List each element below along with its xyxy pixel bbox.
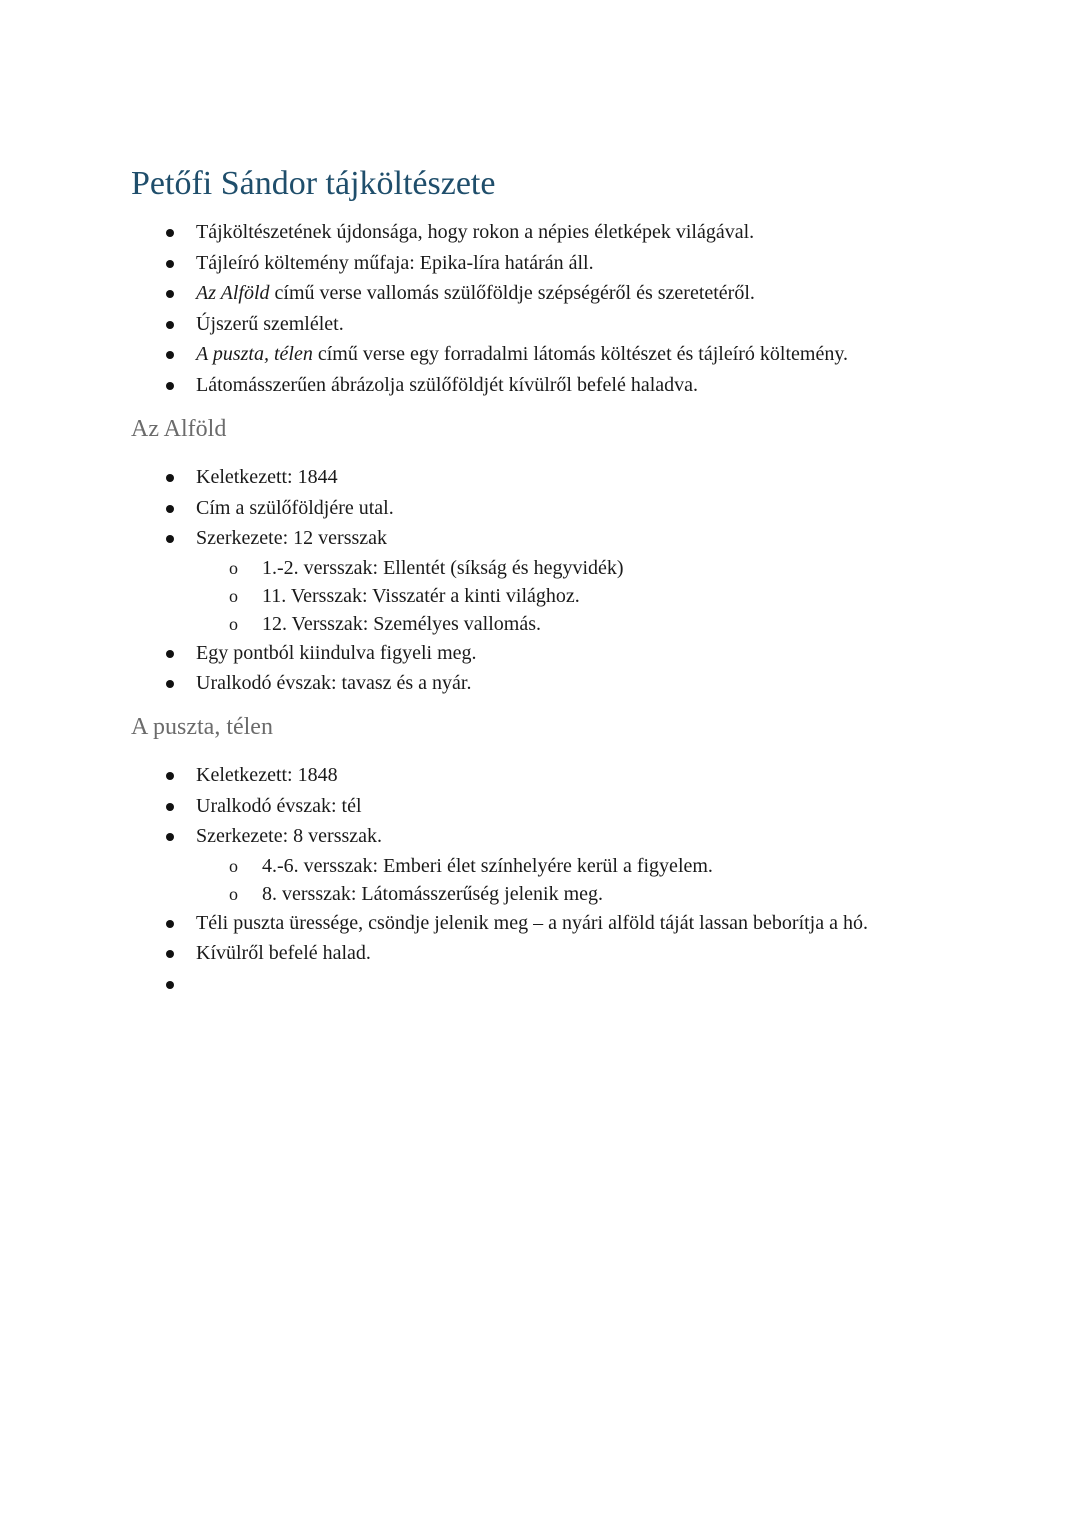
list-item-text: Újszerű szemlélet.: [196, 312, 344, 335]
sub-list-item-text: 4.-6. versszak: Emberi élet színhelyére kerül a figyelem.: [262, 854, 713, 877]
list-item-text: Tájköltészetének újdonsága, hogy rokon a népies életképek világával.: [196, 221, 755, 243]
sub-list-item-text: 8. versszak: Látomásszerűség jelenik meg.: [262, 882, 603, 905]
bullet-icon: [166, 290, 174, 298]
list-item-text: Egy pontból kiindulva figyeli meg.: [196, 641, 477, 664]
sub-list-item-text: 1.-2. versszak: Ellentét (síkság és hegyvidék): [262, 556, 624, 579]
bullet-icon: [166, 650, 174, 658]
list-item-rest: című verse vallomás szülőföldje szépségéről és szeretetéről.: [269, 282, 755, 304]
circle-bullet-icon: o: [229, 585, 238, 606]
bullet-icon: [166, 950, 174, 958]
bullet-icon: [166, 535, 174, 543]
circle-bullet-icon: o: [229, 613, 238, 634]
bullet-icon: [166, 803, 174, 811]
sub-list-item-text: 11. Versszak: Visszatér a kinti világhoz.: [262, 584, 580, 607]
list-item-text: Keletkezett: 1844: [196, 466, 338, 488]
list-item-text: Kívülről befelé halad.: [196, 942, 371, 964]
bullet-icon: [166, 351, 174, 359]
circle-bullet-icon: o: [229, 883, 238, 904]
section-heading-puszta: A puszta, télen: [131, 714, 273, 740]
list-item-text: [196, 278, 755, 309]
bullet-icon: [166, 680, 174, 688]
page-title: Petőfi Sándor tájköltészete: [131, 165, 496, 202]
list-item-text: Szerkezete: 12 versszak: [196, 527, 388, 549]
circle-bullet-icon: o: [229, 557, 238, 578]
bullet-icon: [166, 260, 174, 268]
list-item-text: Keletkezett: 1848: [196, 764, 338, 786]
list-item-text: [196, 339, 848, 370]
bullet-icon: [166, 505, 174, 513]
bullet-icon: [166, 474, 174, 482]
sub-list-item-text: 12. Versszak: Személyes vallomás.: [262, 612, 542, 635]
bullet-icon: [166, 321, 174, 329]
bullet-icon: [166, 833, 174, 841]
circle-bullet-icon: o: [229, 855, 238, 876]
list-item-text: Tájleíró költemény műfaja: Epika-líra határán áll.: [196, 251, 594, 274]
bullet-icon: [166, 920, 174, 928]
poem-title-italic: Az Alföld: [196, 282, 270, 304]
list-item-text: Szerkezete: 8 versszak.: [196, 825, 383, 847]
list-item-text: Uralkodó évszak: tél: [196, 794, 362, 817]
section-heading-alfold: Az Alföld: [131, 416, 227, 442]
bullet-icon: [166, 981, 174, 989]
list-item-text: Uralkodó évszak: tavasz és a nyár.: [196, 672, 472, 694]
list-item-text: Téli puszta üressége, csöndje jelenik meg – a nyári alföld táját lassan beborítja a hó.: [196, 911, 868, 934]
list-item-text: Cím a szülőföldjére utal.: [196, 496, 394, 519]
list-item-text: Látomásszerűen ábrázolja szülőföldjét kívülről befelé haladva.: [196, 373, 699, 396]
bullet-icon: [166, 772, 174, 780]
list-item-rest: című verse egy forradalmi látomás költészet és tájleíró költemény.: [312, 343, 849, 365]
poem-title-italic: A puszta, télen: [196, 343, 313, 365]
bullet-icon: [166, 229, 174, 237]
bullet-icon: [166, 382, 174, 390]
